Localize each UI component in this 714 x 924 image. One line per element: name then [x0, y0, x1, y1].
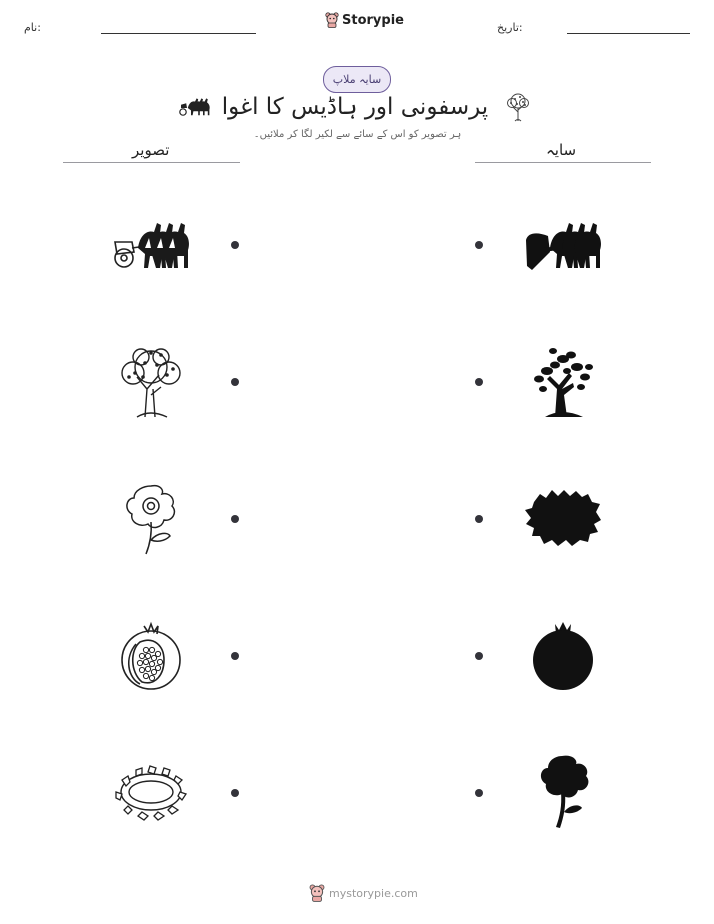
- shadow-dot[interactable]: [475, 241, 483, 249]
- tree-outline-picture: [115, 345, 187, 419]
- flower-outline-picture: [122, 482, 180, 558]
- column-underline-right: [475, 162, 651, 163]
- footer-url[interactable]: mystorypie.com: [329, 886, 418, 900]
- date-line[interactable]: [567, 33, 690, 34]
- shadow-dot[interactable]: [475, 789, 483, 797]
- chariot-title-icon: [179, 96, 211, 118]
- instructions-text: ہر تصویر کو اس کے سائے سے لکیر لگا کر ملائیں۔: [253, 129, 462, 140]
- picture-dot[interactable]: [231, 378, 239, 386]
- picture-dot[interactable]: [231, 241, 239, 249]
- name-line[interactable]: [101, 33, 256, 34]
- shadow-dot[interactable]: [475, 515, 483, 523]
- shadow-dot[interactable]: [475, 378, 483, 386]
- bear-icon: [309, 884, 325, 902]
- worksheet-title: پرسفونی اور ہاڈیس کا اغوا: [221, 94, 489, 120]
- bush-silhouette: [524, 488, 602, 550]
- flower-silhouette: [534, 754, 592, 830]
- activity-badge: سایہ ملاپ: [323, 66, 391, 93]
- column-underline-left: [63, 162, 240, 163]
- chariot-outline-picture: [112, 218, 190, 272]
- pomegranate-outline-picture: [116, 620, 186, 692]
- shadow-dot[interactable]: [475, 652, 483, 660]
- picture-dot[interactable]: [231, 789, 239, 797]
- pomegranate-silhouette: [528, 620, 598, 692]
- column-header-shadow: سایہ: [546, 141, 577, 159]
- name-label: نام:: [24, 21, 41, 34]
- brand-name: Storypie: [342, 12, 404, 28]
- chariot-silhouette: [524, 218, 602, 272]
- tree-silhouette: [527, 345, 599, 419]
- footer: [309, 884, 418, 902]
- brand-logo: [325, 12, 404, 28]
- column-header-picture: تصویر: [132, 141, 170, 159]
- bear-icon: [325, 12, 339, 28]
- date-label: تاریخ:: [497, 21, 523, 34]
- picture-dot[interactable]: [231, 652, 239, 660]
- wreath-outline-picture: [112, 762, 190, 822]
- picture-dot[interactable]: [231, 515, 239, 523]
- tree-title-icon: [503, 90, 533, 122]
